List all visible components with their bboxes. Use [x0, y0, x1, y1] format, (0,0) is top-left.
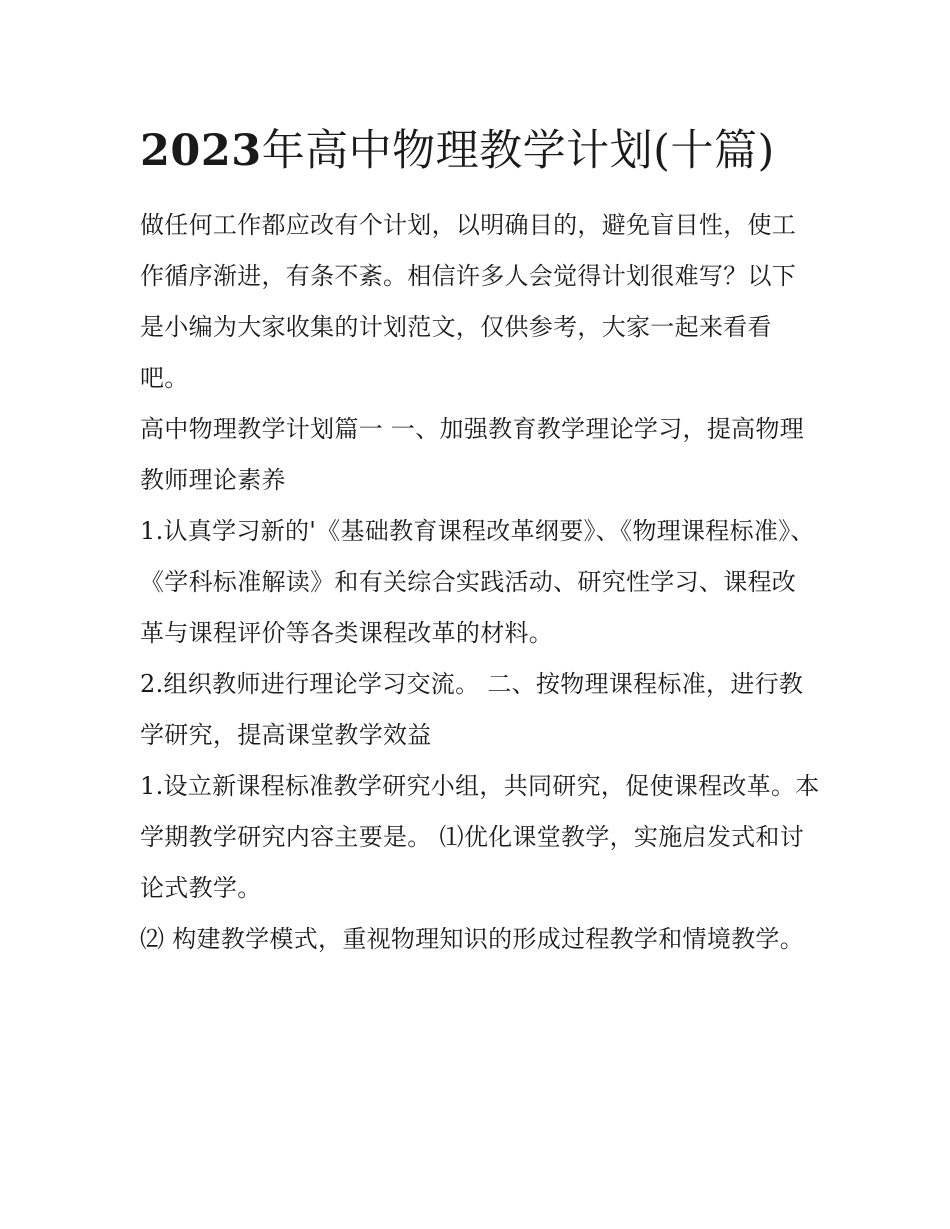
title-year: 2023	[140, 126, 262, 176]
list-item: ⑵ 构建教学模式，重视物理知识的形成过程教学和情境教学。	[140, 925, 805, 953]
list-item: 2.组织教师进行理论学习交流。 二、按物理课程标准，进行教学研究，提高课堂教学效益	[140, 670, 804, 749]
list-item: 1.设立新课程标准教学研究小组，共同研究，促使课程改革。本学期教学研究内容主要是。 ⑴优化课堂教学，实施启发式和讨论式教学。	[140, 772, 820, 902]
section-one-heading: 高中物理教学计划篇一 一、加强教育教学理论学习，提高物理教师理论素养	[140, 415, 805, 494]
document-title	[140, 112, 820, 190]
intro-paragraph: 做任何工作都应改有个计划，以明确目的，避免盲目性，使工作循序渐进，有条不紊。相信许多人会觉得计划很难写？以下是小编为大家收集的计划范文，仅供参考，大家一起来看看吧。	[140, 211, 797, 392]
list-item: 1.认真学习新的'《基础教育课程改革纲要》、《物理课程标准》、《学科标准解读》和有关综合实践活动、研究性学习、课程改革与课程评价等各类课程改革的材料。	[140, 517, 815, 647]
title-text: 年高中物理教学计划(十篇)	[261, 126, 775, 176]
document-page	[140, 112, 820, 965]
